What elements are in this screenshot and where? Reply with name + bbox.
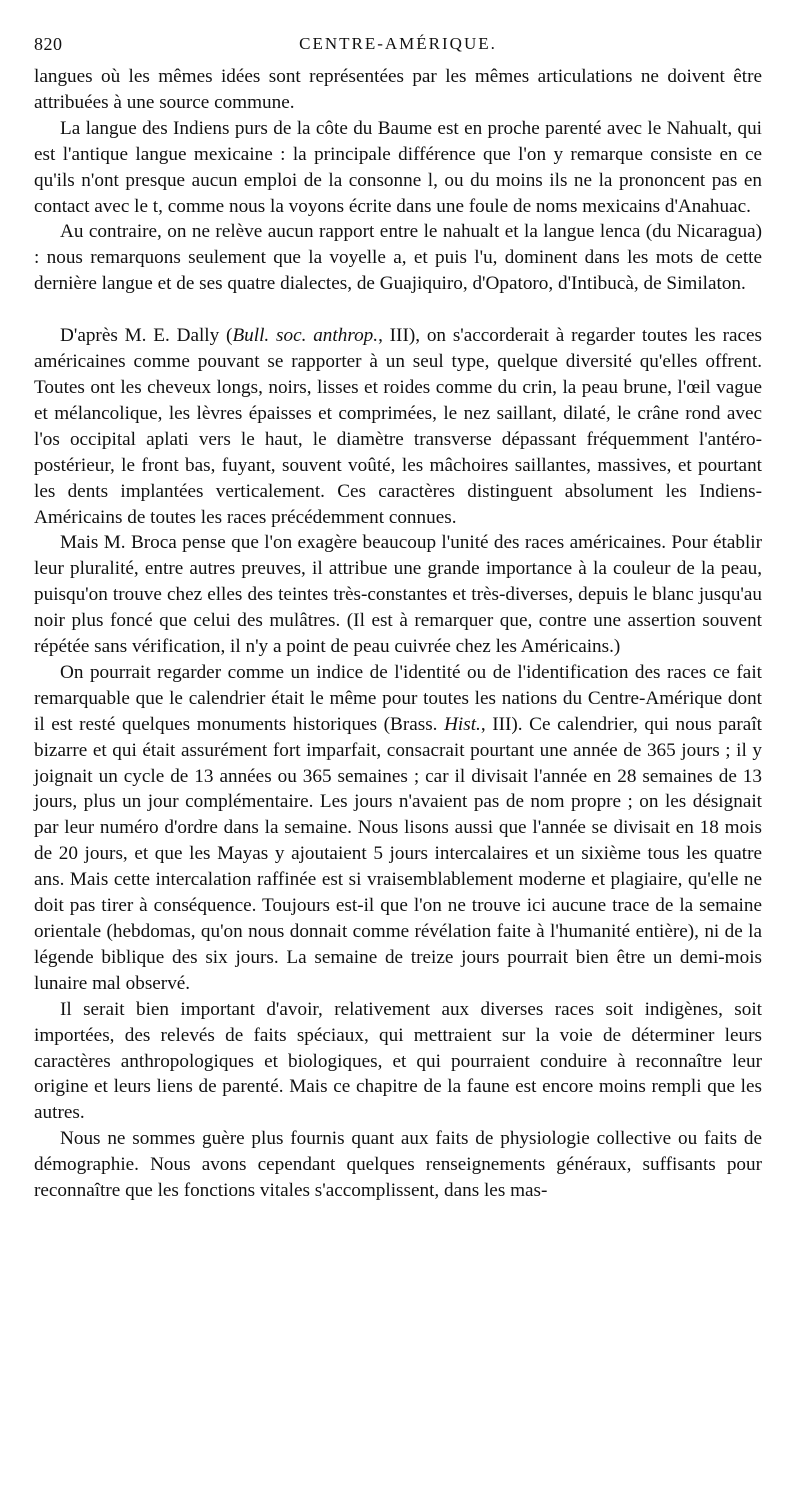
body-text	[34, 64, 762, 1204]
book-page	[34, 30, 762, 1204]
paragraph-lenca: Au contraire, on ne relève aucun rapport entre le nahualt et la langue lenca (du Nicaragua) : nous remarquons seulement que la voyelle a, et puis l'u, dominent dans les mots de cette dernière langue et de ses quatre dialectes, de Guajiquiro, d'Opatoro, d'Intibucà, de Similaton.	[34, 221, 762, 295]
text-run: , III), on s'accorderait à regarder toutes les races américaines comme pouvant se rapporter à un seul type, quelque diversité qu'elles offrent. Toutes ont les cheveux longs, noirs, lisses et roides comme du crin, la peau brune, l'œil vague et mélancolique, les lèvres épaisses et comprimées, le nez saillant, dilaté, le crâne rond avec l'os occipital aplati vers le haut, le diamètre transverse dépassant fréquemment l'antéro-postérieur, le front bas, fuyant, souvent voûté, les mâchoires saillantes, massives, et pourtant les dents implantées verticalement. Ces caractères distinguent absolument les Indiens-Américains de toutes les races précédemment connues.	[34, 325, 762, 528]
citation-italic: Hist.	[444, 713, 481, 735]
paragraph-faune: Il serait bien important d'avoir, relativement aux diverses races soit indigènes, soit importées, des relevés de faits spéciaux, qui mettraient sur la voie de déterminer leurs caractères anthropologiques et biologiques, et qui pourraient conduire à reconnaître leur origine et leurs liens de parenté. Mais ce chapitre de la faune est encore moins rempli que les autres.	[34, 998, 762, 1124]
paragraph-dally	[34, 323, 762, 530]
paragraph-calendar	[34, 660, 762, 997]
page-number: 820	[34, 34, 63, 54]
text-run: , III). Ce calendrier, qui nous paraît bizarre et qui était assurément fort imparfait, consacrait pourtant une année de 365 jours ; il y joignait un cycle de 13 années ou 365 semaines ; car il divisait l'année en 28 semaines de 13 jours, plus un jour complémentaire. Les jours n'avaient pas de nom propre ; on les désignait par leur numéro d'ordre dans la semaine. Nous lisons aussi que l'année se divisait en 18 mois de 20 jours, et que les Mayas y ajoutaient 5 jours intercalaires et un sixième tous les quatre ans. Mais cette intercalation raffinée est si vraisemblablement moderne et plagiaire, qu'elle ne doit pas tirer à conséquence. Toujours est-il que l'on ne trouve ici aucune trace de la semaine orientale (hebdomas, qu'on nous donnait comme révélation faite à l'humanité entière), ni de la légende biblique des six jours. La semaine de treize jours pourrait bien être un demi-mois lunaire mal observé.	[34, 713, 762, 994]
paragraph-nahualt: La langue des Indiens purs de la côte du Baume est en proche parenté avec le Nahualt, qui est l'antique langue mexicaine : la principale différence que l'on y remarque consiste en ce qu'ils n'ont presque aucun emploi de la consonne l, ou du moins ils ne la prononcent pas en contact avec le t, comme nous la voyons écrite dans une foule de noms mexicains d'Anahuac.	[34, 117, 762, 217]
running-head	[34, 30, 762, 64]
text-run: On pourrait regarder comme un indice de l'identité ou de l'identification des races ce fait remarquable que le calendrier était le même pour toutes les nations du Centre-Amérique dont il est resté quelques monuments historiques (Brass.	[34, 661, 762, 735]
running-title: CENTRE-AMÉRIQUE.	[299, 34, 497, 53]
paragraph-demographie: Nous ne sommes guère plus fournis quant aux faits de physiologie collective ou faits de démographie. Nous avons cependant quelques renseignements généraux, suffisants pour reconnaître que les fonctions vitales s'accomplissent, dans les mas-	[34, 1128, 762, 1202]
paragraph-broca: Mais M. Broca pense que l'on exagère beaucoup l'unité des races américaines. Pour établir leur pluralité, entre autres preuves, il attribue une grande importance à la couleur de la peau, puisqu'on trouve chez elles des teintes très-constantes et très-diverses, depuis le blanc jusqu'au noir plus foncé que celui des mulâtres. (Il est à remarquer que, contre une assertion souvent répétée sans vérification, il n'y a point de peau cuivrée chez les Américains.)	[34, 532, 762, 658]
text-run: D'après M. E. Dally (	[60, 325, 233, 347]
citation-italic: Bull. soc. anthrop.	[232, 325, 379, 347]
paragraph-continuation: langues où les mêmes idées sont représentées par les mêmes articulations ne doivent être attribuées à une source commune.	[34, 66, 762, 113]
